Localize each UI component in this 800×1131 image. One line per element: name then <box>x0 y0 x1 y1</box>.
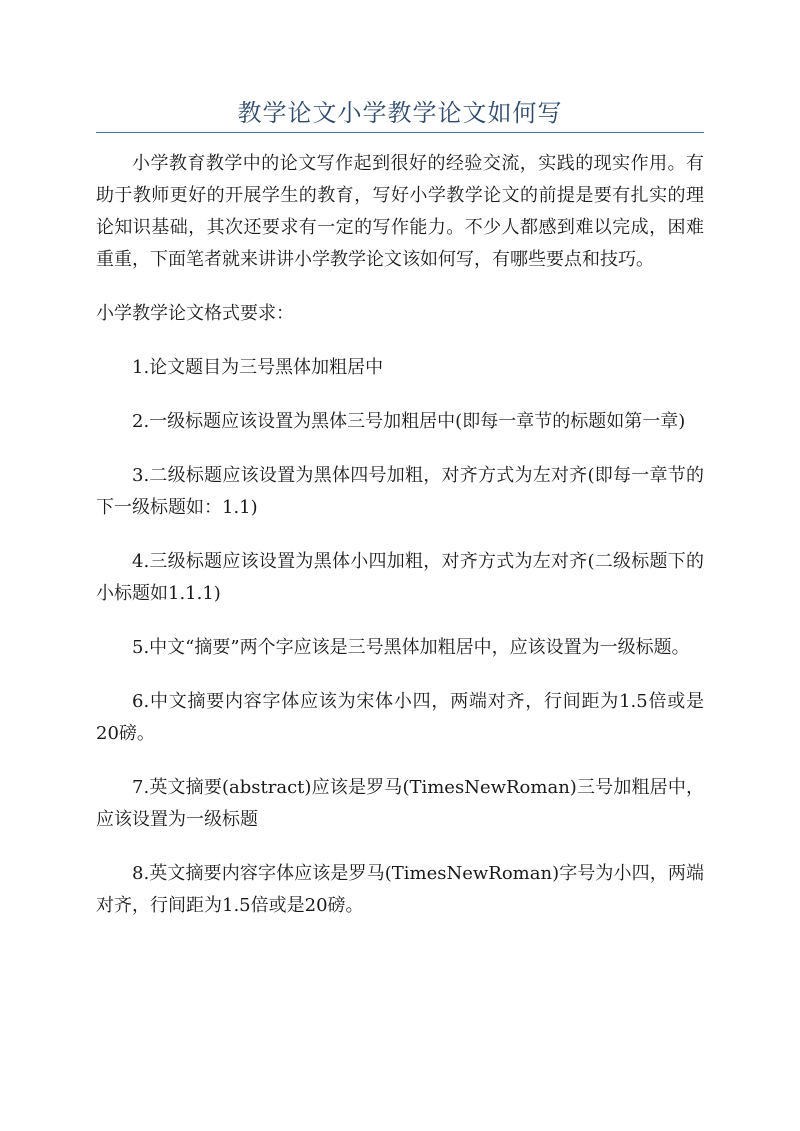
document-title: 教学论文小学教学论文如何写 <box>237 99 563 127</box>
format-item-7: 7.英文摘要(abstract)应该是罗马(TimesNewRoman)三号加粗居中，应该设置为一级标题 <box>96 777 704 830</box>
document-body <box>96 148 704 944</box>
format-item-8: 8.英文摘要内容字体应该是罗马(TimesNewRoman)字号为小四，两端对齐，行间距为1.5倍或是20磅。 <box>96 863 704 916</box>
format-item-4: 4.三级标题应该设置为黑体小四加粗，对齐方式为左对齐(二级标题下的小标题如1.1.1) <box>96 551 704 604</box>
intro-paragraph: 小学教育教学中的论文写作起到很好的经验交流，实践的现实作用。有助于教师更好的开展学生的教育，写好小学教学论文的前提是要有扎实的理论知识基础，其次还要求有一定的写作能力。不少人都感到难以完成，困难重重，下面笔者就来讲讲小学教学论文该如何写，有哪些要点和技巧。 <box>96 153 704 270</box>
format-item-1: 1.论文题目为三号黑体加粗居中 <box>132 357 384 378</box>
title-underline <box>96 132 704 133</box>
format-item-5: 5.中文“摘要”两个字应该是三号黑体加粗居中，应该设置为一级标题。 <box>132 637 690 658</box>
format-item-3: 3.二级标题应该设置为黑体四号加粗，对齐方式为左对齐(即每一章节的下一级标题如：1.1) <box>96 465 704 518</box>
format-item-2: 2.一级标题应该设置为黑体三号加粗居中(即每一章节的标题如第一章) <box>132 411 686 432</box>
format-item-6: 6.中文摘要内容字体应该为宋体小四，两端对齐，行间距为1.5倍或是20磅。 <box>96 691 704 744</box>
format-heading: 小学教学论文格式要求： <box>96 303 294 324</box>
